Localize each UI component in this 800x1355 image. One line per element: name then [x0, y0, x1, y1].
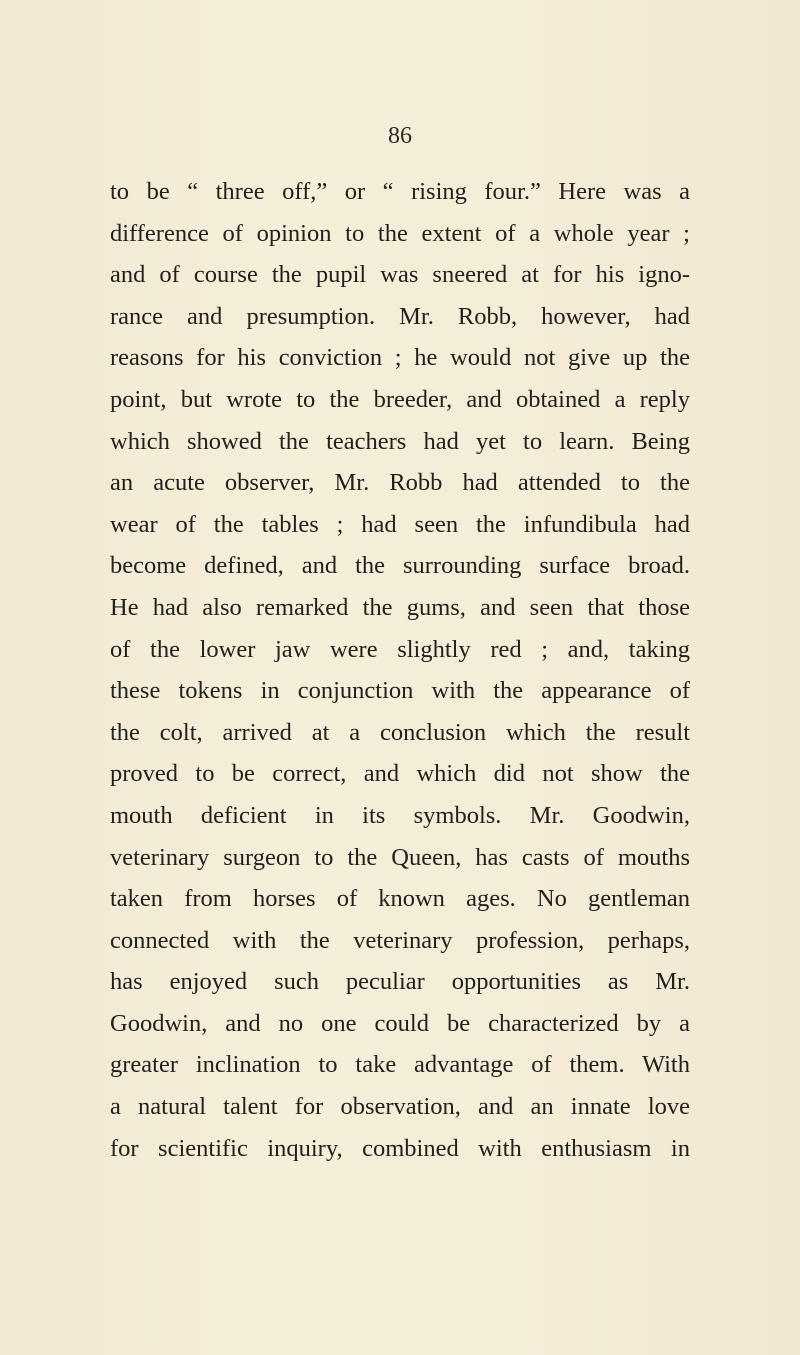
text-line: difference of opinion to the extent of a whole year ;	[110, 219, 690, 247]
text-line: proved to be correct, and which did not show the	[110, 760, 690, 788]
text-line: which showed the teachers had yet to learn. Being	[110, 427, 690, 455]
text-line: these tokens in conjunction with the appearance of	[110, 677, 690, 705]
text-line: the colt, arrived at a conclusion which the result	[110, 718, 690, 746]
text-line: connected with the veterinary profession, perhaps,	[110, 926, 690, 954]
text-line: has enjoyed such peculiar opportunities as Mr.	[110, 968, 690, 996]
text-line: for scientific inquiry, combined with enthusiasm in	[110, 1134, 690, 1162]
text-line: rance and presumption. Mr. Robb, however, had	[110, 302, 690, 330]
text-line: become defined, and the surrounding surface broad.	[110, 552, 690, 580]
text-line: an acute observer, Mr. Robb had attended to the	[110, 469, 690, 497]
text-line: He had also remarked the gums, and seen that those	[110, 593, 690, 621]
text-line: a natural talent for observation, and an innate love	[110, 1093, 690, 1121]
text-line: taken from horses of known ages. No gentleman	[110, 885, 690, 913]
text-line: wear of the tables ; had seen the infundibula had	[110, 510, 690, 538]
text-line: to be “ three off,” or “ rising four.” Here was a	[110, 178, 690, 205]
text-line: point, but wrote to the breeder, and obtained a reply	[110, 385, 690, 413]
text-line: Goodwin, and no one could be characterized by a	[110, 1009, 690, 1037]
text-line: veterinary surgeon to the Queen, has casts of mouths	[110, 843, 690, 871]
text-line: greater inclination to take advantage of them. With	[110, 1051, 690, 1079]
text-line: reasons for his conviction ; he would not give up the	[110, 344, 690, 372]
text-line: and of course the pupil was sneered at for his igno-	[110, 261, 690, 289]
body-text	[110, 171, 690, 1169]
page-number: 86	[388, 123, 412, 149]
text-line: mouth deficient in its symbols. Mr. Goodwin,	[110, 801, 690, 829]
text-line: of the lower jaw were slightly red ; and, taking	[110, 635, 690, 663]
